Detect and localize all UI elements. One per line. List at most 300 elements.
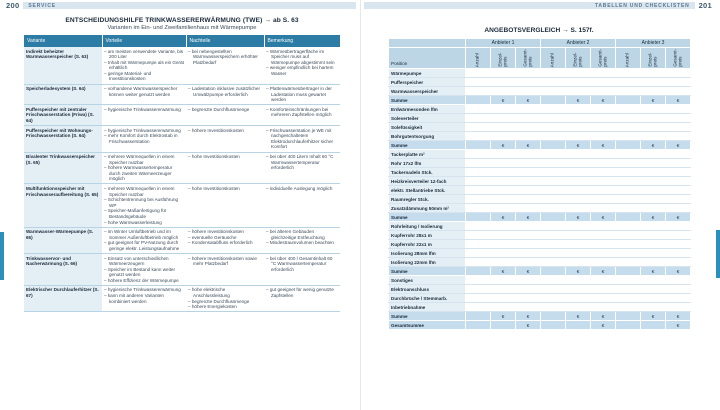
cons-line: – höhere Investitionskosten xyxy=(188,127,244,133)
entry-cell[interactable] xyxy=(516,159,541,168)
entry-cell[interactable] xyxy=(491,177,516,186)
entry-cell[interactable] xyxy=(666,276,691,285)
cons-line: – hohe elektrische Anschlussleistung xyxy=(188,287,230,299)
entry-cell[interactable] xyxy=(491,285,516,294)
entry-cell[interactable] xyxy=(566,258,591,267)
variant-name: Pufferspeicher mit zentraler Frischwasserstation (Friwa) (S. 64) xyxy=(24,105,102,126)
entry-cell[interactable] xyxy=(566,114,591,123)
summe-cell[interactable] xyxy=(616,141,641,150)
entry-cell[interactable] xyxy=(516,231,541,240)
twe-row xyxy=(24,126,340,152)
summe-cell[interactable]: € xyxy=(591,312,616,321)
variant-name: Trinkwasservor- und Nacherwärmung (S. 66) xyxy=(24,254,102,286)
entry-cell[interactable] xyxy=(591,78,616,87)
entry-cell[interactable] xyxy=(566,105,591,114)
summe-cell[interactable] xyxy=(466,312,491,321)
entry-cell[interactable] xyxy=(666,78,691,87)
pros-line: – mehr Komfort durch Elektrostab in Frischwasserstation xyxy=(104,133,178,144)
entry-cell[interactable] xyxy=(516,69,541,78)
summe-cell[interactable]: € xyxy=(491,213,516,222)
entry-cell[interactable] xyxy=(666,177,691,186)
entry-cell[interactable] xyxy=(491,294,516,303)
entry-cell[interactable] xyxy=(466,78,491,87)
entry-cell[interactable] xyxy=(466,303,491,312)
entry-cell[interactable] xyxy=(666,186,691,195)
gesamtsumme-cell[interactable]: € xyxy=(666,321,691,330)
summe-cell[interactable] xyxy=(466,213,491,222)
position-label: Wärmepumpe xyxy=(389,69,466,78)
entry-cell[interactable] xyxy=(491,249,516,258)
pros-line: – geringe Material- und Investitionskosten xyxy=(104,70,152,82)
pros-line: – höhere Warmwassertemperatur durch zweiten Wärmeerzeuger möglich xyxy=(104,165,173,182)
entry-cell[interactable] xyxy=(566,276,591,285)
entry-cell[interactable] xyxy=(491,168,516,177)
entry-cell[interactable] xyxy=(591,177,616,186)
entry-cell[interactable] xyxy=(666,222,691,231)
entry-cell[interactable] xyxy=(491,123,516,132)
entry-cell[interactable] xyxy=(641,222,666,231)
entry-cell[interactable] xyxy=(491,78,516,87)
variant-name: Multifunktionsspeicher mit Frischwasseraufbereitung (S. 65) xyxy=(24,184,102,227)
position-row xyxy=(389,105,691,114)
entry-cell[interactable] xyxy=(641,69,666,78)
entry-cell[interactable] xyxy=(566,240,591,249)
position-row xyxy=(389,285,691,294)
entry-cell[interactable] xyxy=(566,168,591,177)
entry-cell[interactable] xyxy=(641,159,666,168)
entry-cell[interactable] xyxy=(516,294,541,303)
entry-cell[interactable] xyxy=(516,222,541,231)
entry-cell[interactable] xyxy=(641,276,666,285)
summe-cell[interactable]: € xyxy=(641,267,666,276)
entry-cell[interactable] xyxy=(666,294,691,303)
summe-cell[interactable] xyxy=(541,213,566,222)
entry-cell[interactable] xyxy=(666,69,691,78)
entry-cell[interactable] xyxy=(491,69,516,78)
entry-cell[interactable] xyxy=(516,123,541,132)
entry-cell[interactable] xyxy=(616,240,641,249)
entry-cell[interactable] xyxy=(566,78,591,87)
entry-cell[interactable] xyxy=(591,258,616,267)
entry-cell[interactable] xyxy=(491,240,516,249)
gesamtsumme-cell[interactable] xyxy=(566,321,591,330)
entry-cell[interactable] xyxy=(566,222,591,231)
subheader-label: Einzel- preis xyxy=(497,52,507,67)
entry-cell[interactable] xyxy=(641,240,666,249)
entry-cell[interactable] xyxy=(566,159,591,168)
entry-cell[interactable] xyxy=(616,87,641,96)
entry-cell[interactable] xyxy=(641,285,666,294)
summe-cell[interactable]: € xyxy=(641,96,666,105)
entry-cell[interactable] xyxy=(641,303,666,312)
entry-cell[interactable] xyxy=(466,240,491,249)
twe-row xyxy=(24,254,340,286)
entry-cell[interactable] xyxy=(641,258,666,267)
entry-cell[interactable] xyxy=(566,186,591,195)
entry-cell[interactable] xyxy=(566,69,591,78)
gesamtsumme-cell[interactable] xyxy=(616,321,641,330)
entry-cell[interactable] xyxy=(616,258,641,267)
entry-cell[interactable] xyxy=(666,249,691,258)
entry-cell[interactable] xyxy=(591,249,616,258)
entry-cell[interactable] xyxy=(491,276,516,285)
entry-cell[interactable] xyxy=(666,168,691,177)
entry-cell[interactable] xyxy=(616,150,641,159)
summe-cell[interactable] xyxy=(541,267,566,276)
entry-cell[interactable] xyxy=(466,249,491,258)
summe-cell[interactable]: € xyxy=(566,213,591,222)
entry-cell[interactable] xyxy=(541,159,566,168)
position-row xyxy=(389,258,691,267)
summe-cell[interactable]: € xyxy=(591,141,616,150)
entry-cell[interactable] xyxy=(641,186,666,195)
entry-cell[interactable] xyxy=(466,123,491,132)
entry-cell[interactable] xyxy=(466,222,491,231)
entry-cell[interactable] xyxy=(616,159,641,168)
summe-cell[interactable]: € xyxy=(666,213,691,222)
entry-cell[interactable] xyxy=(566,195,591,204)
entry-cell[interactable] xyxy=(591,69,616,78)
entry-cell[interactable] xyxy=(516,114,541,123)
entry-cell[interactable] xyxy=(491,195,516,204)
entry-cell[interactable] xyxy=(516,132,541,141)
position-label: Erdwärmesonden lfm xyxy=(389,105,466,114)
summe-cell[interactable] xyxy=(466,267,491,276)
entry-cell[interactable] xyxy=(541,222,566,231)
entry-cell[interactable] xyxy=(641,78,666,87)
entry-cell[interactable] xyxy=(666,132,691,141)
entry-cell[interactable] xyxy=(491,258,516,267)
pros-line: – hohe Warmwasserleistung xyxy=(104,219,162,225)
entry-cell[interactable] xyxy=(641,177,666,186)
summe-cell[interactable]: € xyxy=(591,213,616,222)
entry-cell[interactable] xyxy=(466,294,491,303)
entry-cell[interactable] xyxy=(591,132,616,141)
entry-cell[interactable] xyxy=(516,303,541,312)
summe-cell[interactable] xyxy=(466,141,491,150)
entry-cell[interactable] xyxy=(541,114,566,123)
summe-cell[interactable]: € xyxy=(516,213,541,222)
entry-cell[interactable] xyxy=(516,87,541,96)
entry-cell[interactable] xyxy=(566,231,591,240)
entry-cell[interactable] xyxy=(541,150,566,159)
position-row xyxy=(389,195,691,204)
entry-cell[interactable] xyxy=(541,168,566,177)
summe-cell[interactable]: € xyxy=(491,312,516,321)
entry-cell[interactable] xyxy=(591,231,616,240)
notes-line: – gut geeignet für wenig genutzte Zapfstellen xyxy=(266,287,334,299)
summe-cell[interactable]: € xyxy=(516,96,541,105)
summe-cell[interactable]: € xyxy=(566,96,591,105)
entry-cell[interactable] xyxy=(466,132,491,141)
entry-cell[interactable] xyxy=(566,150,591,159)
summe-cell[interactable]: € xyxy=(641,213,666,222)
summe-cell[interactable] xyxy=(541,141,566,150)
summe-cell[interactable]: € xyxy=(591,96,616,105)
entry-cell[interactable] xyxy=(641,231,666,240)
entry-cell[interactable] xyxy=(541,123,566,132)
entry-cell[interactable] xyxy=(516,258,541,267)
gesamtsumme-cell[interactable] xyxy=(541,321,566,330)
summe-cell[interactable] xyxy=(616,267,641,276)
entry-cell[interactable] xyxy=(616,276,641,285)
summe-cell[interactable]: € xyxy=(641,312,666,321)
gesamtsumme-cell[interactable]: € xyxy=(591,321,616,330)
variant-cons xyxy=(186,47,264,84)
entry-cell[interactable] xyxy=(641,204,666,213)
entry-cell[interactable] xyxy=(666,114,691,123)
entry-cell[interactable] xyxy=(641,123,666,132)
entry-cell[interactable] xyxy=(591,285,616,294)
entry-cell[interactable] xyxy=(466,195,491,204)
entry-cell[interactable] xyxy=(466,177,491,186)
entry-cell[interactable] xyxy=(666,159,691,168)
entry-cell[interactable] xyxy=(566,294,591,303)
entry-cell[interactable] xyxy=(541,258,566,267)
entry-cell[interactable] xyxy=(666,87,691,96)
entry-cell[interactable] xyxy=(466,204,491,213)
entry-cell[interactable] xyxy=(641,105,666,114)
entry-cell[interactable] xyxy=(466,69,491,78)
entry-cell[interactable] xyxy=(591,150,616,159)
summe-cell[interactable]: € xyxy=(566,141,591,150)
entry-cell[interactable] xyxy=(466,150,491,159)
entry-cell[interactable] xyxy=(516,105,541,114)
gesamtsumme-cell[interactable] xyxy=(466,321,491,330)
entry-cell[interactable] xyxy=(566,204,591,213)
left-page-header xyxy=(0,0,360,11)
gesamtsumme-cell[interactable]: € xyxy=(516,321,541,330)
left-section-label: SERVICE xyxy=(28,2,56,9)
summe-cell[interactable] xyxy=(541,312,566,321)
entry-cell[interactable] xyxy=(591,123,616,132)
entry-cell[interactable] xyxy=(516,276,541,285)
entry-cell[interactable] xyxy=(466,186,491,195)
entry-cell[interactable] xyxy=(516,204,541,213)
entry-cell[interactable] xyxy=(566,123,591,132)
entry-cell[interactable] xyxy=(666,258,691,267)
entry-cell[interactable] xyxy=(541,132,566,141)
pros-line: – kann mit anderen Varianten kombiniert werden xyxy=(104,293,164,304)
entry-cell[interactable] xyxy=(666,303,691,312)
entry-cell[interactable] xyxy=(491,132,516,141)
entry-cell[interactable] xyxy=(616,132,641,141)
entry-cell[interactable] xyxy=(641,132,666,141)
entry-cell[interactable] xyxy=(616,168,641,177)
notes-line: – bei über 400 l Gesamtinhalt 60 °C Warmwassertemperatur erforderlich xyxy=(266,255,333,272)
summe-cell[interactable] xyxy=(616,96,641,105)
twe-row xyxy=(24,152,340,184)
summe-cell[interactable]: € xyxy=(666,267,691,276)
position-header: Position xyxy=(389,48,466,69)
entry-cell[interactable] xyxy=(616,114,641,123)
summe-cell[interactable]: € xyxy=(666,141,691,150)
entry-cell[interactable] xyxy=(516,240,541,249)
entry-cell[interactable] xyxy=(566,285,591,294)
entry-cell[interactable] xyxy=(491,303,516,312)
entry-cell[interactable] xyxy=(491,87,516,96)
subheader-label: Einzel- preis xyxy=(572,52,583,67)
summe-cell[interactable]: € xyxy=(516,267,541,276)
entry-cell[interactable] xyxy=(641,87,666,96)
entry-cell[interactable] xyxy=(641,294,666,303)
entry-cell[interactable] xyxy=(541,105,566,114)
entry-cell[interactable] xyxy=(466,105,491,114)
entry-cell[interactable] xyxy=(541,303,566,312)
position-label: Summe xyxy=(389,141,466,150)
entry-cell[interactable] xyxy=(591,87,616,96)
entry-cell[interactable] xyxy=(566,87,591,96)
entry-cell[interactable] xyxy=(591,222,616,231)
position-label: Raumregler Stck. xyxy=(389,195,466,204)
cons-line: – höhere Investitionskosten sowie mehr Platzbedarf xyxy=(188,255,257,267)
summe-cell[interactable] xyxy=(466,96,491,105)
entry-cell[interactable] xyxy=(641,249,666,258)
entry-cell[interactable] xyxy=(641,195,666,204)
entry-cell[interactable] xyxy=(466,231,491,240)
entry-cell[interactable] xyxy=(541,249,566,258)
entry-cell[interactable] xyxy=(516,78,541,87)
entry-cell[interactable] xyxy=(616,294,641,303)
entry-cell[interactable] xyxy=(616,69,641,78)
summe-cell[interactable]: € xyxy=(566,267,591,276)
entry-cell[interactable] xyxy=(616,186,641,195)
entry-cell[interactable] xyxy=(541,204,566,213)
summe-cell[interactable]: € xyxy=(491,267,516,276)
entry-cell[interactable] xyxy=(541,294,566,303)
entry-cell[interactable] xyxy=(566,303,591,312)
entry-cell[interactable] xyxy=(516,195,541,204)
entry-cell[interactable] xyxy=(591,186,616,195)
entry-cell[interactable] xyxy=(491,105,516,114)
entry-cell[interactable] xyxy=(466,285,491,294)
entry-cell[interactable] xyxy=(491,231,516,240)
entry-cell[interactable] xyxy=(541,186,566,195)
entry-cell[interactable] xyxy=(541,231,566,240)
summe-cell[interactable]: € xyxy=(641,141,666,150)
entry-cell[interactable] xyxy=(616,249,641,258)
entry-cell[interactable] xyxy=(516,150,541,159)
summe-cell[interactable]: € xyxy=(491,96,516,105)
summe-cell[interactable]: € xyxy=(591,267,616,276)
entry-cell[interactable] xyxy=(491,222,516,231)
entry-cell[interactable] xyxy=(541,177,566,186)
entry-cell[interactable] xyxy=(491,114,516,123)
entry-cell[interactable] xyxy=(591,105,616,114)
entry-cell[interactable] xyxy=(591,204,616,213)
entry-cell[interactable] xyxy=(516,168,541,177)
entry-cell[interactable] xyxy=(616,177,641,186)
entry-cell[interactable] xyxy=(616,231,641,240)
entry-cell[interactable] xyxy=(566,177,591,186)
entry-cell[interactable] xyxy=(516,186,541,195)
entry-cell[interactable] xyxy=(466,114,491,123)
entry-cell[interactable] xyxy=(541,240,566,249)
entry-cell[interactable] xyxy=(591,276,616,285)
entry-cell[interactable] xyxy=(666,285,691,294)
entry-cell[interactable] xyxy=(616,195,641,204)
summe-cell[interactable] xyxy=(616,213,641,222)
entry-cell[interactable] xyxy=(616,78,641,87)
entry-cell[interactable] xyxy=(466,159,491,168)
entry-cell[interactable] xyxy=(591,303,616,312)
entry-cell[interactable] xyxy=(541,78,566,87)
entry-cell[interactable] xyxy=(566,249,591,258)
entry-cell[interactable] xyxy=(666,105,691,114)
entry-cell[interactable] xyxy=(466,276,491,285)
entry-cell[interactable] xyxy=(466,168,491,177)
entry-cell[interactable] xyxy=(541,69,566,78)
entry-cell[interactable] xyxy=(616,303,641,312)
entry-cell[interactable] xyxy=(541,285,566,294)
entry-cell[interactable] xyxy=(666,123,691,132)
entry-cell[interactable] xyxy=(591,168,616,177)
entry-cell[interactable] xyxy=(616,123,641,132)
summe-cell[interactable]: € xyxy=(491,141,516,150)
entry-cell[interactable] xyxy=(516,177,541,186)
position-label: Kupferrohr 28x1 m xyxy=(389,231,466,240)
entry-cell[interactable] xyxy=(591,195,616,204)
entry-cell[interactable] xyxy=(616,285,641,294)
summe-row xyxy=(389,267,691,276)
entry-cell[interactable] xyxy=(666,231,691,240)
entry-cell[interactable] xyxy=(666,204,691,213)
summe-cell[interactable] xyxy=(616,312,641,321)
entry-cell[interactable] xyxy=(541,87,566,96)
gesamtsumme-cell[interactable] xyxy=(641,321,666,330)
entry-cell[interactable] xyxy=(591,159,616,168)
position-label: Summe xyxy=(389,312,466,321)
entry-cell[interactable] xyxy=(616,222,641,231)
summe-cell[interactable]: € xyxy=(566,312,591,321)
entry-cell[interactable] xyxy=(466,258,491,267)
entry-cell[interactable] xyxy=(491,204,516,213)
entry-cell[interactable] xyxy=(491,150,516,159)
entry-cell[interactable] xyxy=(516,249,541,258)
entry-cell[interactable] xyxy=(491,159,516,168)
entry-cell[interactable] xyxy=(641,168,666,177)
summe-cell[interactable]: € xyxy=(516,312,541,321)
entry-cell[interactable] xyxy=(616,105,641,114)
position-label: Isolierung 28mm lfm xyxy=(389,249,466,258)
entry-cell[interactable] xyxy=(591,114,616,123)
summe-cell[interactable]: € xyxy=(666,96,691,105)
pros-line: – im Winter Umluftbetrieb und im Sommer Außenluftbetrieb möglich xyxy=(104,229,179,240)
entry-cell[interactable] xyxy=(591,294,616,303)
entry-cell[interactable] xyxy=(541,195,566,204)
summe-cell[interactable]: € xyxy=(516,141,541,150)
entry-cell[interactable] xyxy=(666,195,691,204)
entry-cell[interactable] xyxy=(566,132,591,141)
summe-cell[interactable] xyxy=(541,96,566,105)
gesamtsumme-cell[interactable] xyxy=(491,321,516,330)
entry-cell[interactable] xyxy=(491,186,516,195)
twe-row xyxy=(24,84,340,105)
entry-cell[interactable] xyxy=(466,87,491,96)
entry-cell[interactable] xyxy=(591,240,616,249)
entry-cell[interactable] xyxy=(516,285,541,294)
entry-cell[interactable] xyxy=(666,150,691,159)
subheader-label: Anzahl xyxy=(624,53,630,68)
summe-row xyxy=(389,141,691,150)
entry-cell[interactable] xyxy=(616,204,641,213)
entry-cell[interactable] xyxy=(641,114,666,123)
variant-notes xyxy=(264,84,340,105)
summe-cell[interactable]: € xyxy=(666,312,691,321)
entry-cell[interactable] xyxy=(541,276,566,285)
entry-cell[interactable] xyxy=(641,150,666,159)
entry-cell[interactable] xyxy=(666,240,691,249)
